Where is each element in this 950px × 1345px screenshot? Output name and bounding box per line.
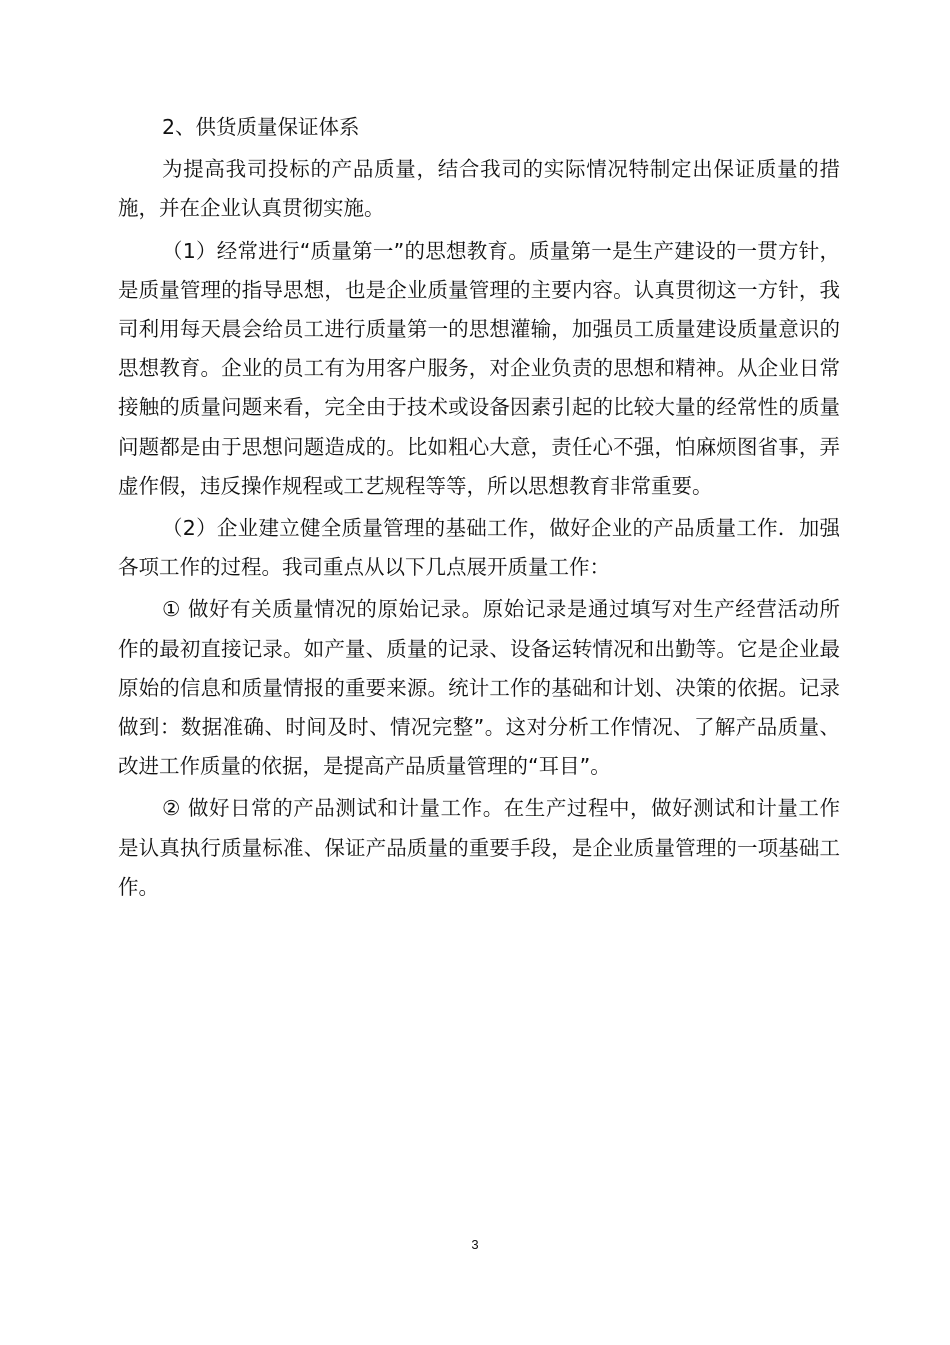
section-heading: 2、供货质量保证体系: [162, 115, 360, 139]
page-body: [118, 108, 840, 907]
paragraph-quality-first: （1）经常进行“质量第一”的思想教育。质量第一是生产建设的一贯方针，是质量管理的指导思想，也是企业质量管理的主要内容。认真贯彻这一方针，我司利用每天晨会给员工进行质量第一的思想灌输，加强员工质量建设质量意识的思想教育。企业的员工有为用客户服务，对企业负责的思想和精神。从企业日常接触的质量问题来看，完全由于技术或设备因素引起的比较大量的经常性的质量问题都是由于思想问题造成的。比如粗心大意，责任心不强，怕麻烦图省事，弄虚作假，违反操作规程或工艺规程等等，所以思想教育非常重要。: [118, 238, 840, 498]
paragraph-basic-work: （2）企业建立健全质量管理的基础工作，做好企业的产品质量工作．加强各项工作的过程。我司重点从以下几点展开质量工作：: [118, 516, 840, 580]
paragraph-original-records: ① 做好有关质量情况的原始记录。原始记录是通过填写对生产经营活动所作的最初直接记录。如产量、质量的记录、设备运转情况和出勤等。它是企业最原始的信息和质量情报的重要来源。统计工作的基础和计划、决策的依据。记录做到：数据准确、时间及时、情况完整”。这对分析工作情况、了解产品质量、改进工作质量的依据，是提高产品质量管理的“耳目”。: [118, 597, 840, 779]
paragraph-testing-metering: ② 做好日常的产品测试和计量工作。在生产过程中，做好测试和计量工作是认真执行质量标准、保证产品质量的重要手段，是企业质量管理的一项基础工作。: [118, 796, 840, 899]
page-number: 3: [471, 1237, 479, 1252]
intro-paragraph: 为提高我司投标的产品质量，结合我司的实际情况特制定出保证质量的措施，并在企业认真贯彻实施。: [118, 157, 840, 221]
